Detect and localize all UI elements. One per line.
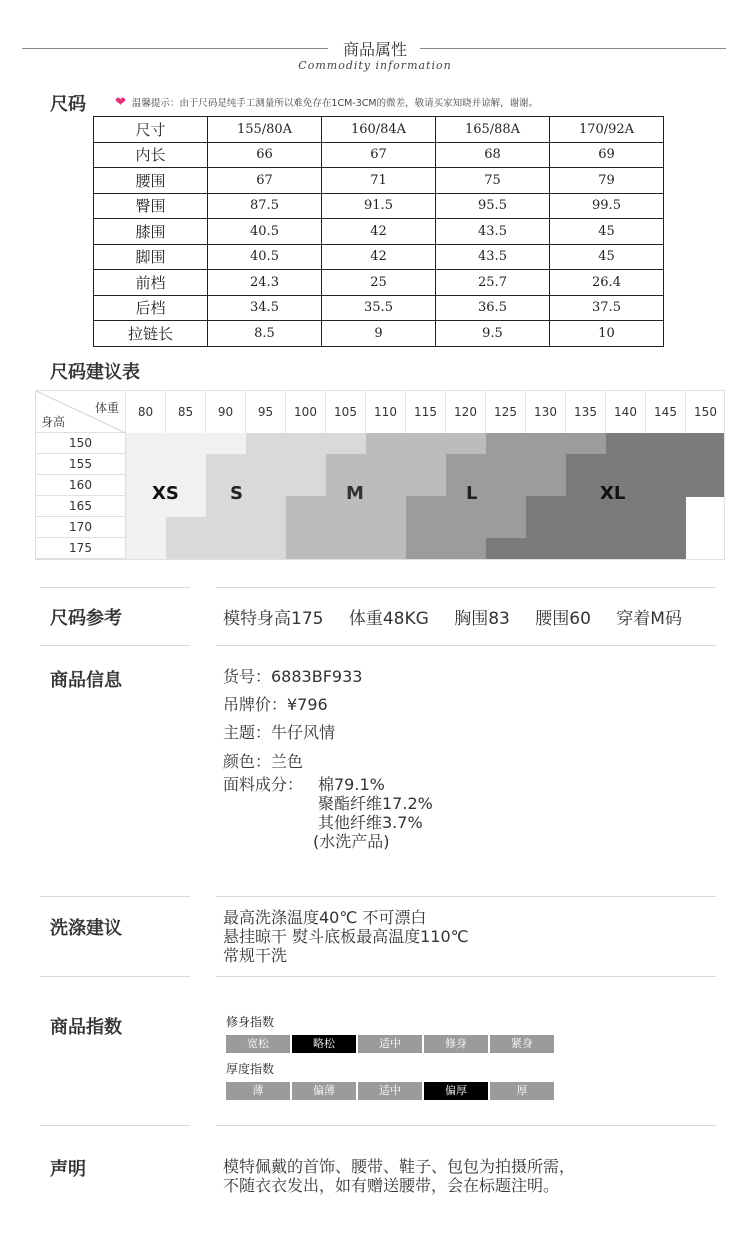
size-table-row — [94, 168, 664, 194]
size-cell: 35.5 — [322, 295, 436, 321]
size-band-xl — [566, 475, 725, 497]
size-cell: 24.3 — [208, 270, 322, 296]
statement-line: 模特佩戴的首饰、腰带、鞋子、包包为拍摄所需， — [223, 1157, 576, 1176]
weight-column-header: 115 — [406, 391, 446, 433]
height-axis-label: 身高 — [41, 415, 66, 429]
size-table-row — [94, 142, 664, 168]
size-band-m — [326, 454, 446, 476]
size-row-label: 脚围 — [94, 244, 208, 270]
size-band-s — [206, 496, 286, 518]
size-recommend-chart — [35, 390, 725, 560]
size-cell: 75 — [436, 168, 550, 194]
fabric-polyester: 聚酯纤维17.2% — [318, 794, 433, 813]
size-cell: 45 — [550, 219, 664, 245]
statement-label: 声明 — [50, 1159, 86, 1180]
size-cell: 45 — [550, 244, 664, 270]
size-cell: 67 — [208, 168, 322, 194]
size-cell: 79 — [550, 168, 664, 194]
header-title: 商品属性 — [342, 40, 407, 59]
size-row-label: 腰围 — [94, 168, 208, 194]
size-cell: 91.5 — [322, 193, 436, 219]
divider — [216, 587, 716, 588]
size-cell: 25.7 — [436, 270, 550, 296]
washing-line: 最高洗涤温度40℃ 不可漂白 — [223, 908, 427, 927]
size-band-l — [406, 538, 486, 560]
header-subtitle: Commodity information — [298, 59, 452, 72]
size-band-s — [206, 454, 326, 476]
weight-column-header: 85 — [166, 391, 206, 433]
size-row-label: 拉链长 — [94, 321, 208, 347]
washing-label: 洗涤建议 — [50, 918, 122, 939]
size-label: 尺码 — [50, 94, 86, 115]
weight-column-header: 125 — [486, 391, 526, 433]
size-label-xl: XL — [600, 483, 626, 504]
size-band-s — [206, 475, 326, 497]
size-label-s: S — [230, 483, 243, 504]
size-band-xs — [126, 538, 166, 560]
size-band-xs — [126, 433, 246, 455]
weight-column-header: 145 — [646, 391, 686, 433]
size-row-label: 臀围 — [94, 193, 208, 219]
size-band-xl — [606, 433, 725, 455]
fabric-label: 面料成分： — [223, 775, 304, 794]
size-band-xl — [526, 517, 686, 539]
divider — [216, 896, 716, 897]
chart-corner — [36, 391, 126, 433]
size-band-m — [286, 517, 406, 539]
size-cell: 43.5 — [436, 244, 550, 270]
size-cell: 66 — [208, 142, 322, 168]
theme: 主题：牛仔风情 — [223, 723, 336, 742]
size-row-label: 膝围 — [94, 219, 208, 245]
size-cell: 160/84A — [322, 117, 436, 143]
index-label: 商品指数 — [50, 1017, 122, 1038]
size-table-row — [94, 321, 664, 347]
weight-column-header: 90 — [206, 391, 246, 433]
divider — [40, 645, 190, 646]
size-tip-text: 温馨提示：由于尺码是纯手工测量所以难免存在1CM-3CM的微差，敬请买家知晓并谅解，谢谢。 — [131, 98, 539, 109]
size-cell: 36.5 — [436, 295, 550, 321]
height-row-header: 160 — [36, 475, 126, 496]
fit-option: 宽松 — [226, 1035, 290, 1053]
weight-column-header: 105 — [326, 391, 366, 433]
size-cell: 42 — [322, 219, 436, 245]
size-cell: 8.5 — [208, 321, 322, 347]
heart-icon: ❤ — [115, 95, 126, 110]
size-table-row — [94, 193, 664, 219]
size-row-label: 尺寸 — [94, 117, 208, 143]
size-band-s — [166, 517, 286, 539]
size-cell: 9.5 — [436, 321, 550, 347]
fit-option: 适中 — [358, 1035, 422, 1053]
weight-column-header: 130 — [526, 391, 566, 433]
size-band-s — [166, 538, 286, 560]
size-band-xl — [566, 454, 725, 476]
weight-column-header: 120 — [446, 391, 486, 433]
product-info-label: 商品信息 — [50, 670, 122, 691]
weight-column-header: 150 — [686, 391, 725, 433]
divider — [40, 976, 190, 977]
weight-column-header: 95 — [246, 391, 286, 433]
weight-column-header: 110 — [366, 391, 406, 433]
fit-option: 略松 — [292, 1035, 356, 1053]
size-table-row — [94, 117, 664, 143]
fit-option: 紧身 — [490, 1035, 554, 1053]
size-tip — [115, 95, 538, 110]
size-cell: 68 — [436, 142, 550, 168]
size-band-m — [366, 433, 486, 455]
size-cell: 42 — [322, 244, 436, 270]
size-band-s — [246, 433, 366, 455]
washing-instructions — [223, 908, 469, 965]
fit-index-bar — [226, 1035, 556, 1053]
size-band-l — [486, 433, 606, 455]
thickness-option: 厚 — [490, 1082, 554, 1100]
size-row-label: 前档 — [94, 270, 208, 296]
height-row-header: 165 — [36, 496, 126, 517]
fabric-other: 其他纤维3.7% — [318, 813, 423, 832]
weight-column-header: 135 — [566, 391, 606, 433]
model-waist: 腰围60 — [535, 609, 591, 629]
thickness-option: 薄 — [226, 1082, 290, 1100]
washing-line: 常规干洗 — [223, 946, 288, 965]
washing-line: 悬挂晾干 熨斗底板最高温度110℃ — [223, 927, 469, 946]
height-row-header: 170 — [36, 517, 126, 538]
size-row-label: 后档 — [94, 295, 208, 321]
statement-line: 不随衣衣发出，如有赠送腰带，会在标题注明。 — [223, 1176, 560, 1195]
size-cell: 26.4 — [550, 270, 664, 296]
size-cell: 67 — [322, 142, 436, 168]
size-table-row — [94, 270, 664, 296]
size-label-l: L — [466, 483, 478, 504]
model-bust: 胸围83 — [454, 609, 510, 629]
model-size: 穿着M码 — [616, 609, 682, 629]
size-cell: 99.5 — [550, 193, 664, 219]
fit-option: 修身 — [424, 1035, 488, 1053]
wash-note: (水洗产品) — [313, 832, 390, 851]
size-cell: 25 — [322, 270, 436, 296]
size-cell: 9 — [322, 321, 436, 347]
size-label-m: M — [346, 483, 364, 504]
color: 颜色：兰色 — [223, 752, 304, 771]
size-table — [93, 116, 664, 347]
size-cell: 170/92A — [550, 117, 664, 143]
size-cell: 43.5 — [436, 219, 550, 245]
divider — [40, 587, 190, 588]
reference-label: 尺码参考 — [50, 608, 122, 629]
size-band-xs — [126, 454, 206, 476]
size-row-label: 内长 — [94, 142, 208, 168]
divider — [40, 1125, 190, 1126]
size-band-l — [406, 517, 526, 539]
size-cell: 37.5 — [550, 295, 664, 321]
weight-column-header: 140 — [606, 391, 646, 433]
size-band-xl — [486, 538, 686, 560]
size-cell: 40.5 — [208, 219, 322, 245]
size-table-row — [94, 244, 664, 270]
size-label-xs: XS — [152, 483, 179, 504]
fabric-cotton: 棉79.1% — [318, 775, 385, 794]
model-weight: 体重48KG — [348, 609, 429, 629]
size-cell: 165/88A — [436, 117, 550, 143]
statement-text — [223, 1157, 575, 1195]
weight-axis-label: 体重 — [94, 401, 119, 415]
size-cell: 34.5 — [208, 295, 322, 321]
size-cell: 40.5 — [208, 244, 322, 270]
divider — [40, 896, 190, 897]
weight-column-header: 80 — [126, 391, 166, 433]
divider — [216, 645, 716, 646]
size-band-xs — [126, 517, 166, 539]
size-table-row — [94, 219, 664, 245]
size-cell: 69 — [550, 142, 664, 168]
tag-price: 吊牌价：¥796 — [223, 695, 328, 714]
divider — [216, 1125, 716, 1126]
thickness-index-bar — [226, 1082, 556, 1100]
height-row-header: 155 — [36, 454, 126, 475]
size-band-m — [326, 475, 446, 497]
thickness-option: 适中 — [358, 1082, 422, 1100]
divider — [216, 976, 716, 977]
weight-column-header: 100 — [286, 391, 326, 433]
thickness-index-label: 厚度指数 — [226, 1062, 275, 1076]
size-cell: 155/80A — [208, 117, 322, 143]
recommend-label: 尺码建议表 — [50, 362, 140, 383]
reference-values — [223, 604, 702, 629]
model-height: 模特身高175 — [223, 609, 324, 629]
size-band-l — [446, 454, 566, 476]
size-band-l — [446, 475, 566, 497]
item-number: 货号：6883BF933 — [223, 667, 363, 686]
thickness-option: 偏厚 — [424, 1082, 488, 1100]
fit-index-label: 修身指数 — [226, 1015, 275, 1029]
size-cell: 71 — [322, 168, 436, 194]
size-cell: 10 — [550, 321, 664, 347]
height-row-header: 175 — [36, 538, 126, 559]
size-cell: 87.5 — [208, 193, 322, 219]
size-band-m — [286, 538, 406, 560]
height-row-header: 150 — [36, 433, 126, 454]
thickness-option: 偏薄 — [292, 1082, 356, 1100]
size-table-row — [94, 295, 664, 321]
size-cell: 95.5 — [436, 193, 550, 219]
